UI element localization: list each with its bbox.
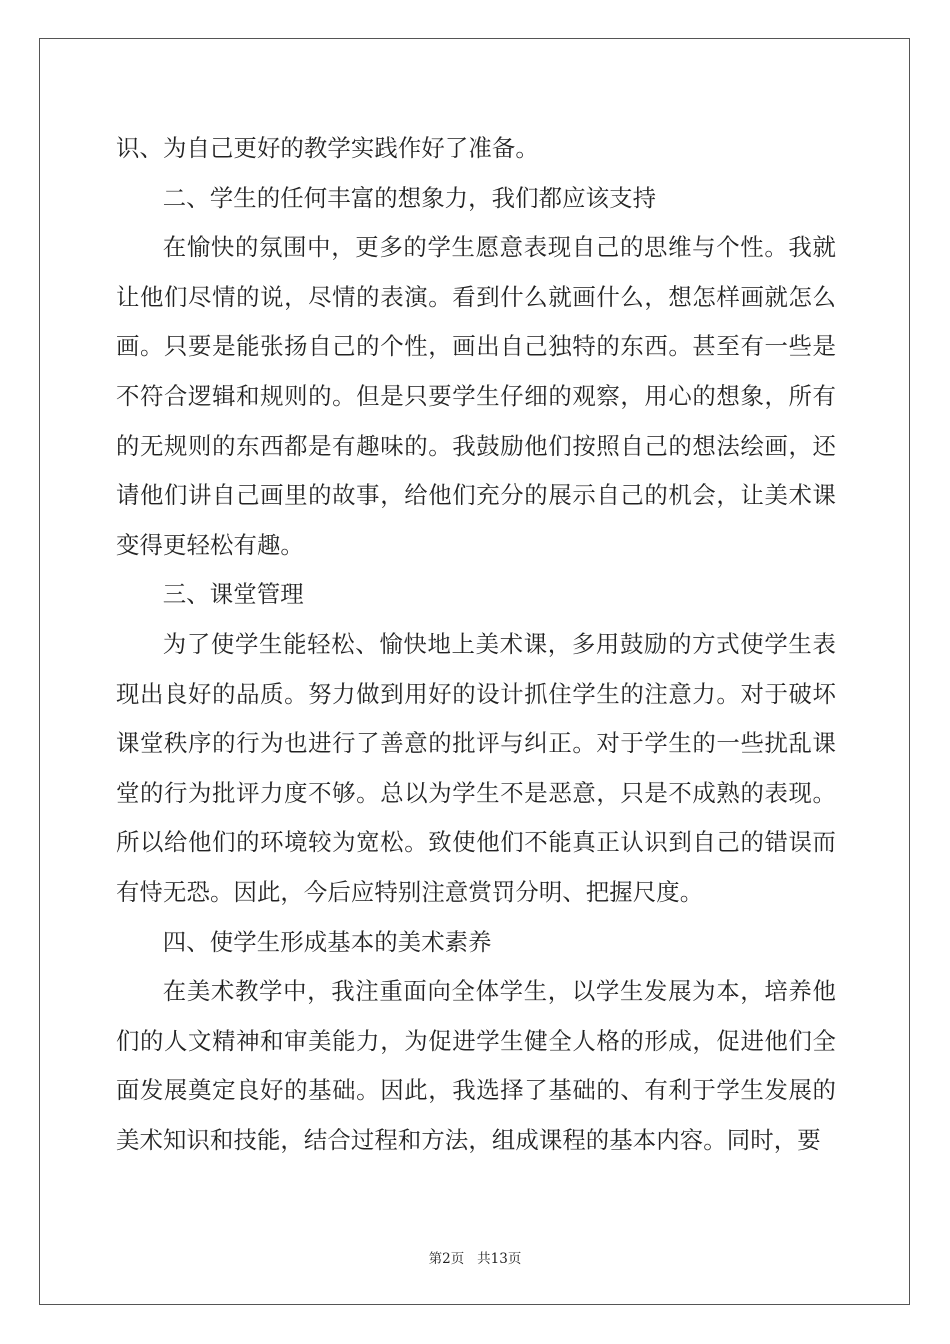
section-heading-4: 四、使学生形成基本的美术素养: [162, 927, 492, 956]
document-body: [116, 124, 836, 1165]
paragraph-imagination: 在愉快的氛围中，更多的学生愿意表现自己的思维与个性。我就让他们尽情的说，尽情的表演。看到什么就画什么，想怎样画就怎么画。只要是能张扬自己的个性，画出自己独特的东西。甚至有一些是不符合逻辑和规则的。但是只要学生仔细的观察，用心的想象，所有的无规则的东西都是有趣味的。我鼓励他们按照自己的想法绘画，还请他们讲自己画里的故事，给他们充分的展示自己的机会，让美术课变得更轻松有趣。: [116, 233, 836, 559]
paragraph-art-literacy: 在美术教学中，我注重面向全体学生，以学生发展为本，培养他们的人文精神和审美能力，为促进学生健全人格的形成，促进他们全面发展奠定良好的基础。因此，我选择了基础的、有利于学生发展的美术知识和技能，结合过程和方法，组成课程的基本内容。同时，要: [116, 977, 836, 1154]
page-total: 共13页: [477, 1251, 522, 1267]
page-number: 第2页: [428, 1251, 465, 1267]
page-footer: [0, 1247, 950, 1267]
section-heading-3: 三、课堂管理: [162, 580, 304, 609]
paragraph-classroom-management: 为了使学生能轻松、愉快地上美术课，多用鼓励的方式使学生表现出良好的品质。努力做到用好的设计抓住学生的注意力。对于破坏课堂秩序的行为也进行了善意的批评与纠正。对于学生的一些扰乱课堂的行为批评力度不够。总以为学生不是恶意，只是不成熟的表现。所以给他们的环境较为宽松。致使他们不能真正认识到自己的错误而有恃无恐。因此，今后应特别注意赏罚分明、把握尺度。: [116, 629, 836, 906]
section-heading-2: 二、学生的任何丰富的想象力，我们都应该支持: [162, 183, 657, 212]
paragraph-continuation: 识、为自己更好的教学实践作好了准备。: [116, 134, 539, 162]
